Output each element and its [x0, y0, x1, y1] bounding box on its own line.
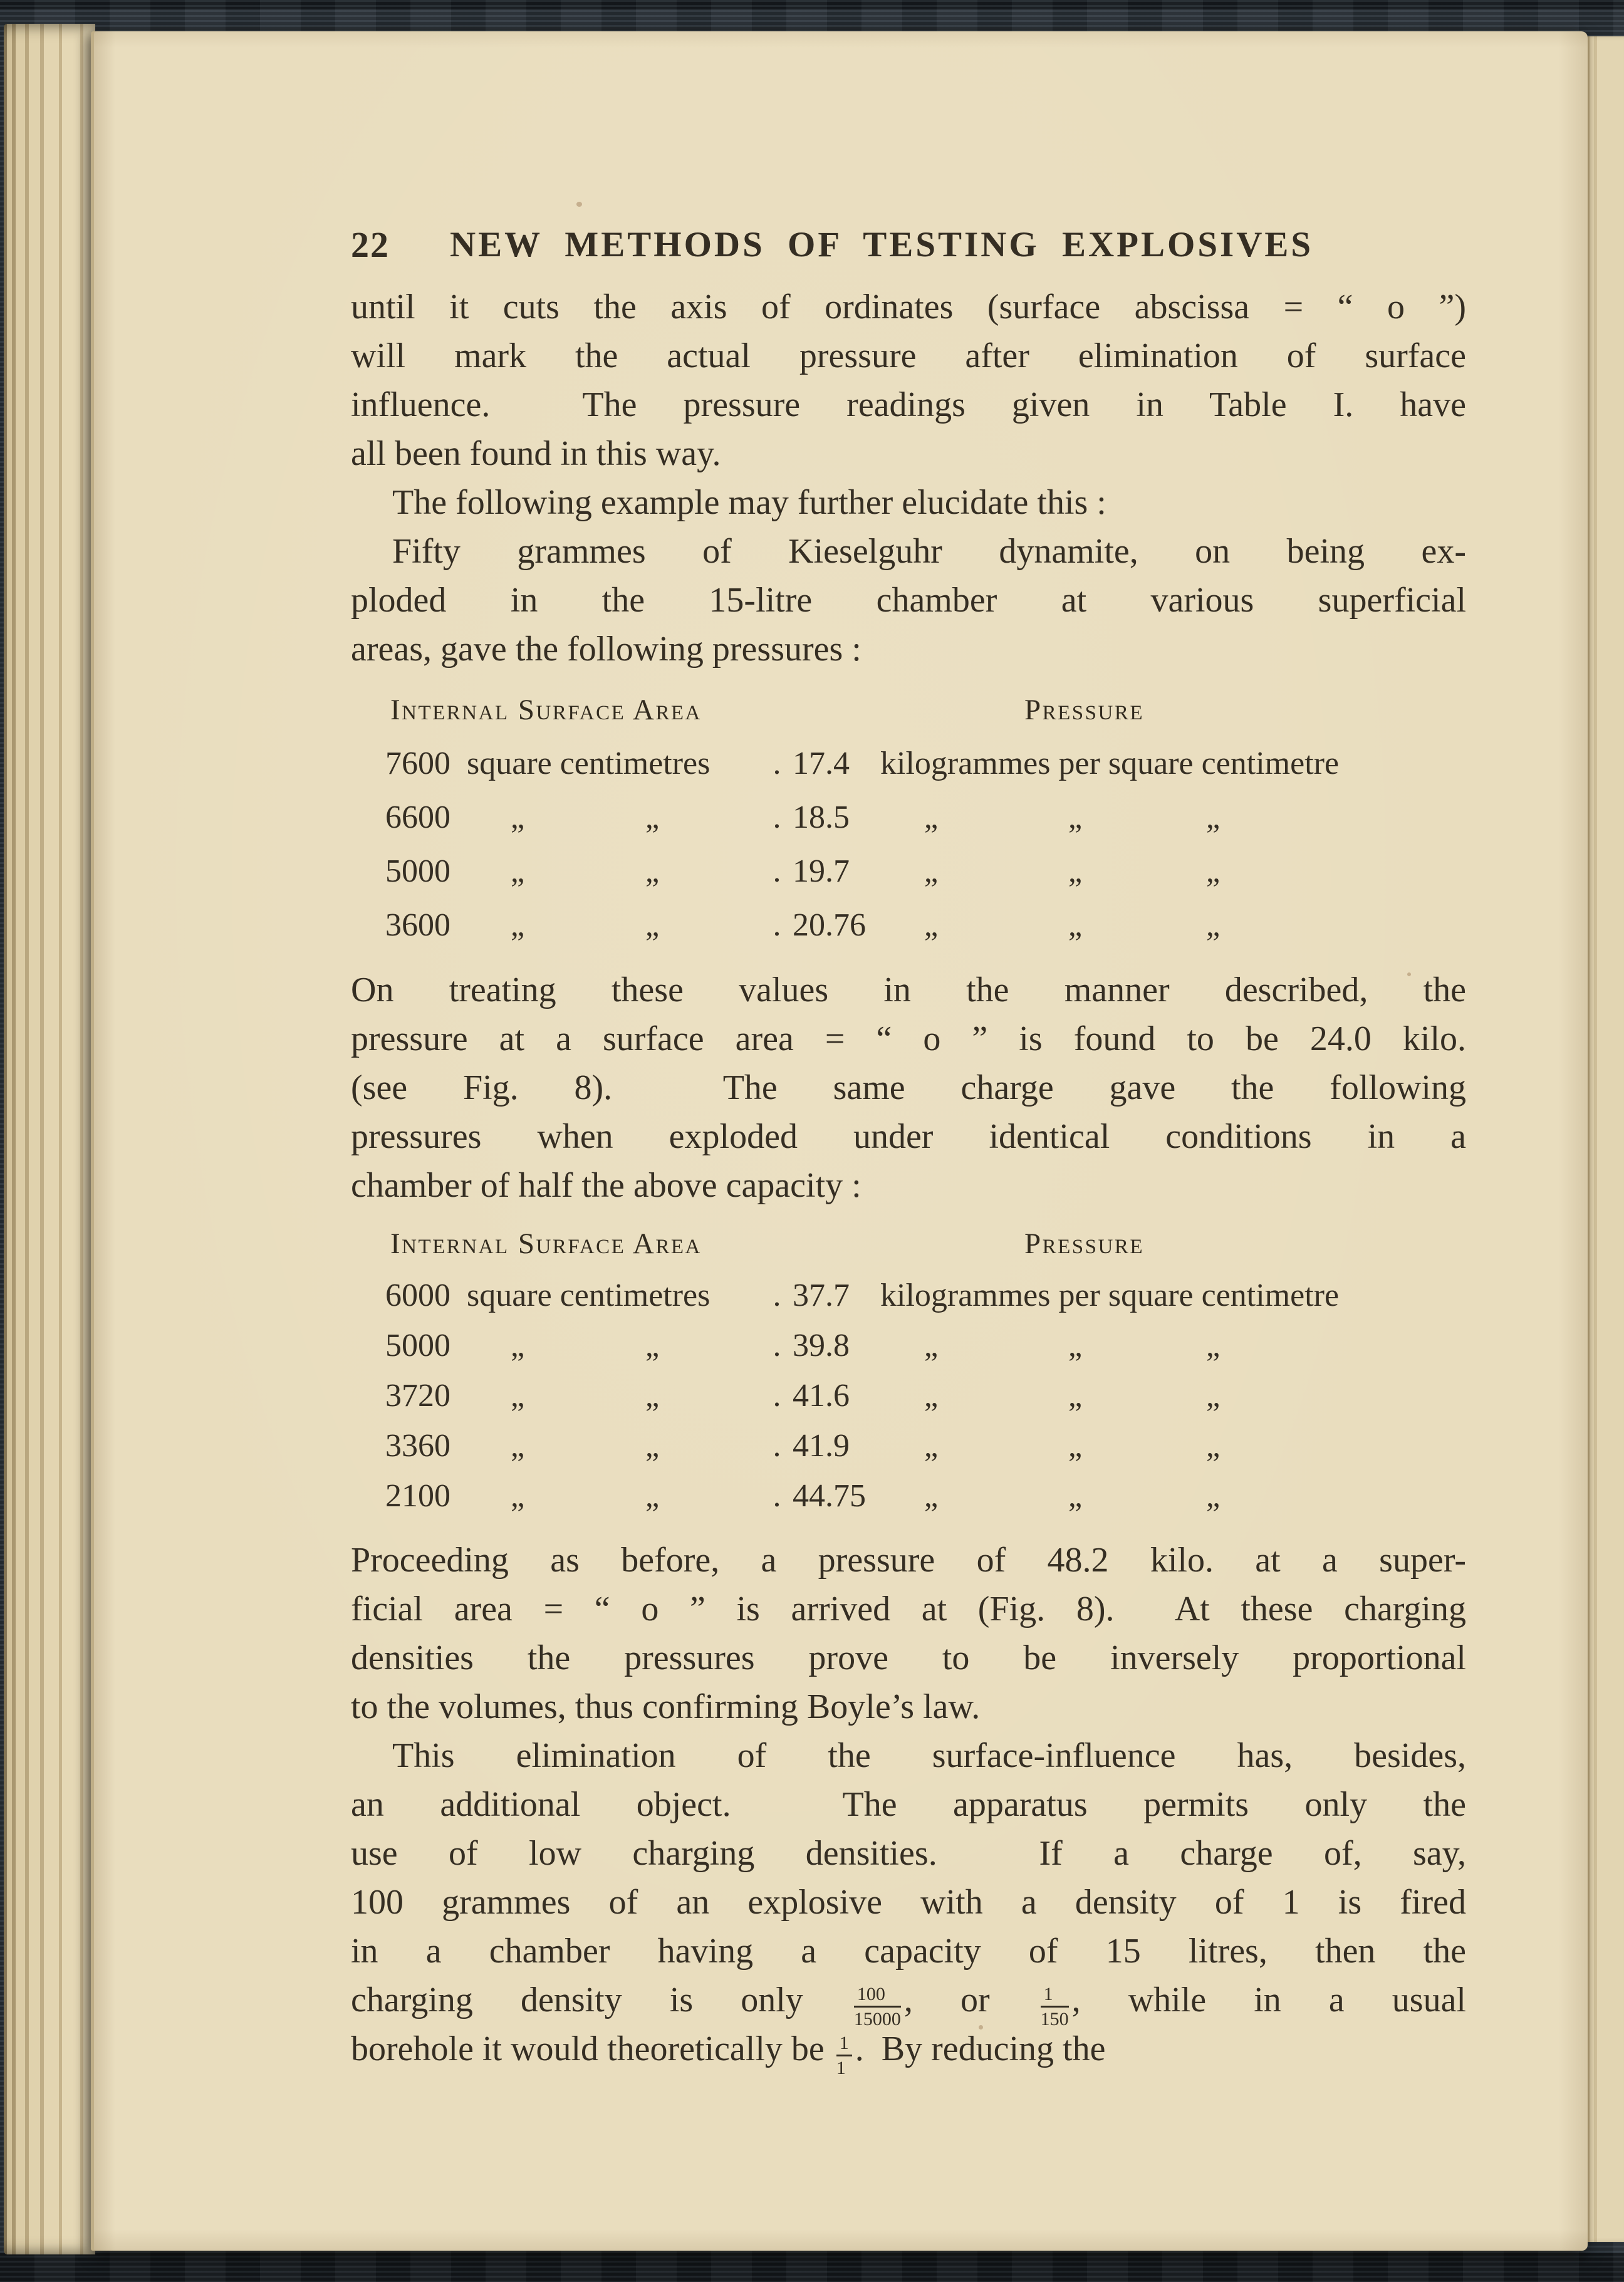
ditto-mark: „	[1068, 853, 1083, 888]
text-line: Fifty grammes of Kieselguhr dynamite, on being ex-	[392, 532, 1466, 571]
ditto-mark: „	[924, 1478, 939, 1513]
column-header-internal-surface-area: Internal Surface Area	[390, 1227, 702, 1260]
paragraph-5	[351, 1536, 1466, 1731]
table-header-row	[385, 1217, 1466, 1270]
text-line: The following example may further elucidate this :	[392, 483, 1106, 522]
area-value: 6600	[385, 799, 450, 835]
leader-dot: .	[773, 1327, 781, 1363]
ditto-mark: „	[645, 1478, 660, 1513]
pressure-unit: kilogrammes per square centimetre	[880, 745, 1340, 781]
text-segment: , while in a usual	[1071, 1981, 1466, 2019]
table-row	[385, 844, 1466, 898]
leader-dot: .	[773, 745, 781, 781]
ditto-mark: „	[645, 1378, 660, 1413]
pressure-value: 18.5	[793, 799, 850, 835]
text-line: ploded in the 15-litre chamber at various superficial	[351, 581, 1466, 620]
ditto-mark: „	[1206, 1328, 1221, 1363]
ditto-mark: „	[924, 1378, 939, 1413]
ditto-mark: „	[1206, 1428, 1221, 1463]
text-line: (see Fig. 8). The same charge gave the following	[351, 1068, 1466, 1107]
area-value: 3360	[385, 1427, 450, 1464]
pressure-table-1	[385, 684, 1466, 952]
text-line: On treating these values in the manner described, the	[351, 971, 1466, 1009]
book-page	[94, 31, 1588, 2251]
area-value: 7600	[385, 745, 450, 781]
ditto-mark: „	[1068, 1428, 1083, 1463]
fraction-numerator: 1	[836, 2033, 852, 2057]
pressure-value: 39.8	[793, 1327, 850, 1363]
text-line: until it cuts the axis of ordinates (surface abscissa = “ o ”)	[351, 288, 1466, 326]
ditto-mark: „	[924, 853, 939, 888]
ditto-mark: „	[645, 1428, 660, 1463]
left-page-edges	[4, 24, 95, 2254]
area-value: 6000	[385, 1277, 450, 1313]
table-row	[385, 1471, 1466, 1521]
fraction-numerator: 100	[854, 1984, 901, 2008]
leader-dot: .	[773, 1477, 781, 1514]
page-header	[351, 216, 1466, 274]
ditto-mark: „	[924, 1328, 939, 1363]
leader-dot: .	[773, 1377, 781, 1414]
text-segment: charging density is only	[351, 1981, 851, 2019]
text-line-with-fractions	[351, 2024, 1466, 2078]
text-line: to the volumes, thus confirming Boyle’s law.	[351, 1687, 981, 1726]
table-row	[385, 898, 1466, 952]
pressure-value: 20.76	[793, 907, 866, 943]
text-line: ficial area = “ o ” is arrived at (Fig. 8). At these charging	[351, 1590, 1466, 1628]
text-segment: , or	[903, 1981, 1038, 2019]
ditto-mark: „	[511, 1378, 525, 1413]
leader-dot: .	[773, 799, 781, 835]
paragraph-6	[351, 1731, 1466, 2078]
ditto-mark: „	[645, 800, 660, 835]
adjacent-page-edge	[1588, 36, 1624, 2242]
area-unit: square centimetres	[467, 1277, 710, 1313]
paragraph-1	[351, 283, 1466, 478]
text-line: an additional object. The apparatus permits only the	[351, 1785, 1466, 1824]
area-value: 5000	[385, 853, 450, 889]
page-text-block	[351, 216, 1466, 2078]
ditto-mark: „	[1206, 853, 1221, 888]
text-line: will mark the actual pressure after elimination of surface	[351, 336, 1466, 375]
ditto-mark: „	[511, 853, 525, 888]
leader-dot: .	[773, 853, 781, 889]
ditto-mark: „	[511, 1328, 525, 1363]
ditto-mark: „	[645, 853, 660, 888]
paper-speck	[576, 202, 582, 207]
ditto-mark: „	[645, 1328, 660, 1363]
ditto-mark: „	[1068, 1378, 1083, 1413]
ditto-mark: „	[1068, 1478, 1083, 1513]
fraction-100-over-15000	[854, 1984, 901, 2029]
pressure-value: 17.4	[793, 745, 850, 781]
text-line: chamber of half the above capacity :	[351, 1166, 861, 1205]
ditto-mark: „	[511, 1428, 525, 1463]
ditto-mark: „	[924, 907, 939, 942]
ditto-mark: „	[924, 1428, 939, 1463]
ditto-mark: „	[1206, 1378, 1221, 1413]
text-line: Proceeding as before, a pressure of 48.2 kilo. at a super-	[351, 1541, 1466, 1580]
area-value: 3600	[385, 907, 450, 943]
table-row	[385, 736, 1466, 790]
table-header-row	[385, 684, 1466, 736]
text-line: influence. The pressure readings given in Table I. have	[351, 385, 1466, 424]
paragraph-3	[351, 527, 1466, 674]
paragraph-2	[351, 478, 1466, 527]
text-line: This elimination of the surface-influence has, besides,	[392, 1736, 1466, 1775]
page-number: 22	[351, 224, 390, 265]
pressure-value: 41.6	[793, 1377, 850, 1414]
ditto-mark: „	[1206, 1478, 1221, 1513]
ditto-mark: „	[511, 800, 525, 835]
text-line: in a chamber having a capacity of 15 litres, then the	[351, 1932, 1466, 1971]
fraction-numerator: 1	[1041, 1984, 1069, 2008]
column-header-pressure: Pressure	[1024, 1227, 1145, 1260]
ditto-mark: „	[1206, 907, 1221, 942]
text-line: areas, gave the following pressures :	[351, 630, 861, 669]
column-header-pressure: Pressure	[1024, 694, 1145, 726]
ditto-mark: „	[1206, 800, 1221, 835]
pressure-value: 44.75	[793, 1477, 866, 1514]
text-line: all been found in this way.	[351, 434, 721, 473]
ditto-mark: „	[511, 1478, 525, 1513]
pressure-value: 19.7	[793, 853, 850, 889]
table-row	[385, 1370, 1466, 1420]
pressure-value: 37.7	[793, 1277, 850, 1313]
pressure-unit: kilogrammes per square centimetre	[880, 1277, 1340, 1313]
ditto-mark: „	[645, 907, 660, 942]
fraction-1-over-1	[836, 2033, 852, 2078]
pressure-value: 41.9	[793, 1427, 850, 1464]
table-row	[385, 1420, 1466, 1471]
fraction-denominator: 15000	[853, 2009, 901, 2029]
fraction-denominator: 1	[836, 2058, 846, 2078]
ditto-mark: „	[511, 907, 525, 942]
leader-dot: .	[773, 1277, 781, 1313]
ditto-mark: „	[1068, 1328, 1083, 1363]
table-row	[385, 790, 1466, 844]
leader-dot: .	[773, 907, 781, 943]
table-row	[385, 1270, 1466, 1320]
paragraph-4	[351, 966, 1466, 1210]
text-line-with-fractions	[351, 1976, 1466, 2029]
text-line: pressure at a surface area = “ o ” is found to be 24.0 kilo.	[351, 1019, 1466, 1058]
ditto-mark: „	[1068, 907, 1083, 942]
text-line: pressures when exploded under identical conditions in a	[351, 1117, 1466, 1156]
fraction-1-over-150	[1041, 1984, 1069, 2029]
text-line: 100 grammes of an explosive with a density of 1 is fired	[351, 1883, 1466, 1922]
leader-dot: .	[773, 1427, 781, 1464]
area-unit: square centimetres	[467, 745, 710, 781]
area-value: 2100	[385, 1477, 450, 1514]
running-title: NEW METHODS OF TESTING EXPLOSIVES	[450, 225, 1314, 264]
table-row	[385, 1320, 1466, 1370]
area-value: 5000	[385, 1327, 450, 1363]
text-segment: borehole it would theoretically be	[351, 2029, 833, 2068]
fraction-denominator: 150	[1040, 2009, 1069, 2029]
text-line: densities the pressures prove to be inversely proportional	[351, 1639, 1466, 1677]
pressure-table-2	[385, 1217, 1466, 1521]
area-value: 3720	[385, 1377, 450, 1414]
ditto-mark: „	[1068, 800, 1083, 835]
ditto-mark: „	[924, 800, 939, 835]
text-line: use of low charging densities. If a charge of, say,	[351, 1834, 1466, 1873]
text-segment: . By reducing the	[855, 2029, 1106, 2068]
column-header-internal-surface-area: Internal Surface Area	[390, 694, 702, 726]
